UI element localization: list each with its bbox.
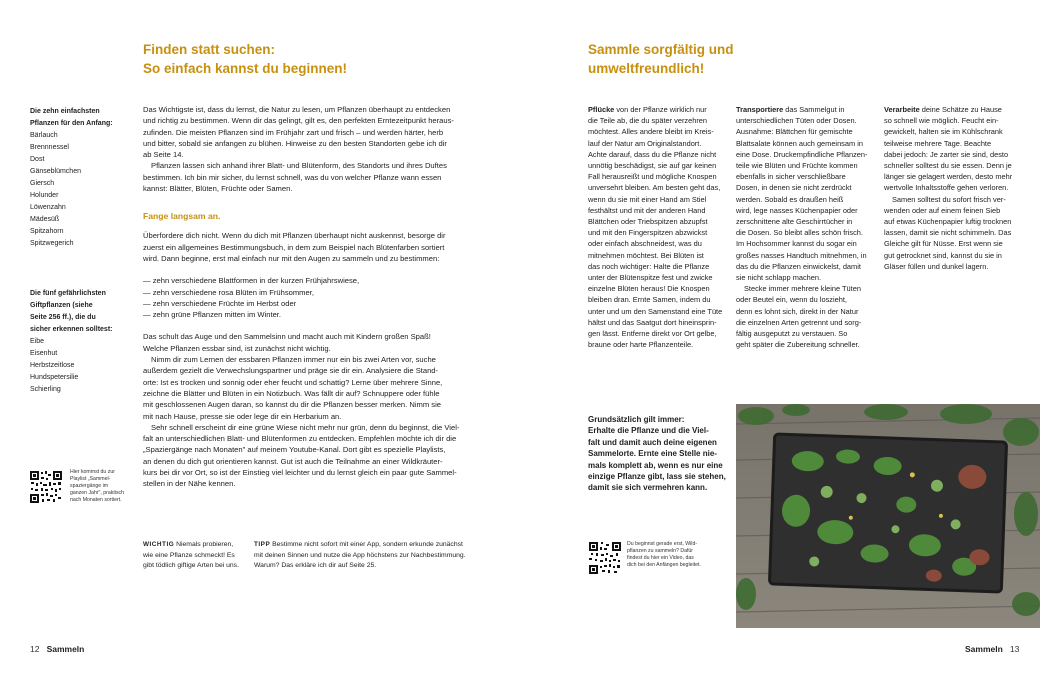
sidebar-easy-item: Brennnessel	[30, 144, 69, 151]
intro-line: ab Seite 14.	[143, 150, 184, 160]
sidebar-easy-item: Bärlauch	[30, 132, 58, 139]
sidebar-easy-title-line2: Pflanzen für den Anfang:	[30, 120, 113, 127]
para6-line: „Spaziergänge nach Monaten" auf meinem Youtube-Kanal. Dort gibt es spezielle Playlists,	[143, 445, 446, 455]
col1-line: mitnehmen möchtest. Bei Blüten ist	[588, 250, 704, 260]
col1-line: unter der Blütenspitze fest und zwicke	[588, 273, 713, 283]
callout-line: einzige Pflanze gibt, lass sie stehen,	[588, 472, 726, 482]
plant-tray-image	[736, 404, 1040, 628]
sidebar-easy-item: Gänseblümchen	[30, 168, 81, 175]
left-headline	[143, 40, 503, 78]
col2-line: großes nasses Handtuch mitnehmen, in	[736, 250, 867, 260]
col1-line: Fall herausreißt und mögliche Knospen	[588, 172, 717, 182]
col2-p2-line: Stecke immer mehrere kleine Tüten	[744, 284, 861, 294]
col2-line: Blattsalate können auch gemeinsam in	[736, 138, 863, 148]
sidebar-easy-item: Spitzwegerich	[30, 240, 74, 247]
col2-line: ebenfalls in sicher verschließbare	[736, 172, 846, 182]
col1-line: unversehrt bleiben. Am besten geht das,	[588, 183, 721, 193]
subhead-start-slowly: Fange langsam an.	[143, 211, 221, 222]
para5-line: zeichne die Blätter und Blüten in ein Notizbuch. Was fällt dir auf? Schnuppere oder fühle	[143, 388, 440, 398]
col3-line: so schnell wie möglich. Feucht ein-	[884, 116, 999, 126]
callout-line: mals komplett ab, wenn es nur eine	[588, 460, 723, 470]
col1-line: wenn du sie mit einer Hand am Stiel	[588, 194, 707, 204]
callout-line: Erhalte die Pflanze und die Viel-	[588, 426, 709, 436]
qr-caption-line: Playlist „Sammel-	[70, 476, 111, 482]
intro-line: und richtig zu bestimmen. Wenn dir das gelingt, gilt es, den perfekten Erntezeitpunkt heraus-	[143, 116, 454, 126]
sidebar-easy-plants	[30, 106, 135, 250]
left-headline-line1: Finden statt suchen:	[143, 42, 276, 57]
col1-line: oder einfach abschneidest, was du	[588, 239, 702, 249]
col1-line: Achte darauf, dass du die Pflanze nicht	[588, 149, 717, 159]
intro2-line: kannst: Blätter, Blüten, Früchte oder Samen.	[143, 184, 293, 194]
video-qr-code[interactable]	[588, 541, 622, 575]
para3-line: wird. Dann beginne, erst mal einfach nur mit den Augen zu sammeln und zu bestimmen:	[143, 253, 440, 263]
col3-line: deine Schätze zu Hause	[919, 105, 1002, 114]
col1-line: von der Pflanze wirklich nur	[614, 105, 707, 114]
col1-line: hältst und das Saatgut dort hineinsprin-	[588, 317, 717, 327]
qr-code-icon	[588, 541, 622, 575]
qr-caption-line: Hier kommst du zur	[70, 469, 115, 475]
right-footer	[965, 644, 1019, 654]
col1-line: Blättchen oder Triebspitzen abzupfst	[588, 217, 708, 227]
tipp-label: TIPP	[254, 541, 271, 548]
col2-line: teile wie Blüten und Früchte kommen	[736, 161, 858, 171]
para5-line: mit geschlossenen Augen daran, so kannst du dir die Pflanzen besser merken. Nimm sie	[143, 400, 441, 410]
sidebar-easy-item: Mädesüß	[30, 216, 60, 223]
col1-line: möchtest. Alles andere bleibt im Kreis-	[588, 127, 714, 137]
col3-line: länger sie gelagert werden, desto mehr	[884, 172, 1013, 182]
col3-p2-line: wenden oder auf einem feinen Sieb	[884, 205, 1001, 215]
wichtig-line: wie eine Pflanze schmeckt! Es	[143, 551, 235, 559]
page-number: 12	[30, 644, 40, 654]
lead-word-verarbeite: Verarbeite	[884, 105, 920, 114]
col2-line: Ausnahme: Blättchen für gemischte	[736, 127, 853, 137]
sidebar-easy-item: Giersch	[30, 180, 55, 187]
qr-caption-line: findest du hier ein Video, das	[627, 555, 694, 561]
para6-line: stellen in der Nähe kennen.	[143, 479, 236, 489]
left-headline-line2: So einfach kannst du beginnen!	[143, 61, 348, 76]
col3-p2-line: Gleiche gilt für Nüsse. Erst wenn sie	[884, 239, 1003, 249]
dash-list	[143, 275, 483, 320]
left-qr-caption	[70, 469, 132, 504]
sidebar-easy-item: Holunder	[30, 192, 59, 199]
col2-line: werden. Sobald es draußen heiß	[736, 194, 844, 204]
col2-line: die Dosen. So bleibt alles schön frisch.	[736, 228, 863, 238]
col3-p2-line: Samen solltest du sofort frisch ver-	[892, 194, 1006, 204]
info-box-tipp	[254, 540, 494, 572]
info-box-wichtig	[143, 540, 249, 572]
dash-list-item: — zehn grüne Pflanzen mitten im Winter.	[143, 310, 282, 320]
col3-line: gewickelt, halten sie im Kühlschrank	[884, 127, 1003, 137]
callout-line: Sammelorte. Ernte eine Stelle nie-	[588, 449, 717, 459]
qr-caption-line: ganzen Jahr", praktisch	[70, 490, 125, 496]
col2-line: sie nicht schlapp machen.	[736, 273, 822, 283]
col1-line: unnötig beschädigst, sie auf gar keinen	[588, 161, 717, 171]
tipp-line: Bestimme nicht sofort mit einer App, sondern erkunde zunächst	[272, 541, 463, 548]
right-page	[525, 0, 1050, 675]
para3-line: Überforderе dich nicht. Wenn du dich mit Pflanzen überhaupt nicht auskennst, besorge dir	[143, 231, 446, 241]
callout-line: damit sie sich vermehren kann.	[588, 483, 708, 493]
col2-line: wird, lege nasses Küchenpapier oder	[736, 205, 858, 215]
sidebar-easy-title-line1: Die zehn einfachsten	[30, 108, 100, 115]
col1-line: lauf der Natur am Originalstandort.	[588, 138, 702, 148]
tipp-line: Warum? Das erkläre ich dir auf Seite 25.	[254, 562, 377, 570]
dash-list-item: — zehn verschiedene rosa Blüten im Frühsommer,	[143, 287, 314, 297]
col3-line: dabei jedoch: Je zarter sie sind, desto	[884, 149, 1009, 159]
section-name: Sammeln	[46, 644, 85, 654]
right-qr-caption	[627, 541, 737, 569]
sidebar-poison-title-line: Seite 256 ff.), die du	[30, 314, 96, 321]
dash-list-item: — zehn verschiedene Früchte im Herbst oder	[143, 298, 297, 308]
callout-line: falt und damit auch deine eigenen	[588, 437, 717, 447]
right-headline	[588, 40, 888, 78]
col2-line: eine Dose. Druckempfindliche Pflanzen-	[736, 149, 868, 159]
column-verarbeite	[884, 104, 1029, 272]
column-pfluecke	[588, 104, 728, 350]
qr-caption-line: pflanzen zu sammeln? Dafür	[627, 548, 694, 554]
col2-line: Dosen, in denen sie nicht zerdrückt	[736, 183, 852, 193]
playlist-qr-code[interactable]	[29, 470, 63, 504]
qr-caption-line: Du beginnst gerade erst, Wild-	[627, 541, 698, 547]
sidebar-poison-item: Herbstzeitlose	[30, 362, 75, 369]
qr-code-icon	[29, 470, 63, 504]
col2-line: zerschnittene alte Geschirrtücher in	[736, 217, 853, 227]
sidebar-easy-item: Spitzahorn	[30, 228, 64, 235]
col1-line: festhältst und mit der anderen Hand	[588, 205, 706, 215]
lead-word-transportiere: Transportiere	[736, 105, 784, 114]
sidebar-poison-title-line: Giftpflanzen (siehe	[30, 302, 93, 309]
para5-line: mit nach Hause, presse sie oder lege dir ein Herbarium an.	[143, 411, 342, 421]
col1-line: das noch wichtiger: Halte die Pflanze	[588, 261, 710, 271]
sidebar-poison-item: Eibe	[30, 338, 45, 345]
col1-line: bleiben dran. Ernte Samen, indem du	[588, 295, 711, 305]
sidebar-easy-item: Löwenzahn	[30, 204, 66, 211]
wichtig-line: gibt tödlich giftige Arten bei uns.	[143, 562, 239, 570]
para5-line: Nimm dir zum Lernen der essbaren Pflanzen immer nur ein bis zwei Arten vor, suche	[151, 355, 436, 365]
para5-line: außerdem gezielt die Verwechslungspartner und präge sie dir ein. Analysiere die Stand-	[143, 366, 439, 376]
para4-line: Das schult das Auge und den Sammelsinn und macht auch mit Kindern großen Spaß!	[143, 332, 431, 342]
col3-p2-line: auf etwas Küchenpapier luftig trocknen	[884, 217, 1012, 227]
col2-line: das du die Pflanzen einwickelst, damit	[736, 261, 861, 271]
column-transportiere	[736, 104, 876, 350]
section-name: Sammeln	[965, 644, 1003, 654]
intro-line: Das Wichtigste ist, dass du lernst, die Natur zu lesen, um Pflanzen überhaupt zu entdecken	[143, 105, 451, 114]
col3-p2-line: lassen, damit sie nicht schimmeln. Das	[884, 228, 1012, 238]
foraging-tray-photo	[736, 404, 1040, 628]
col2-p2-line: geht später die Zubereitung schneller.	[736, 340, 860, 350]
qr-caption-line: dich bei den Anfängen begleitet.	[627, 562, 701, 568]
para5-line: orte: Ist es trocken und sonnig oder eher feucht und schattig? Lerne über mehrere Sinne,	[143, 377, 443, 387]
sidebar-poison-item: Schierling	[30, 386, 61, 393]
sidebar-poison-item: Eisenhut	[30, 350, 58, 357]
page-number: 13	[1009, 644, 1020, 654]
col2-p2-line: denn es lohnt sich, direkt in der Natur	[736, 306, 859, 316]
col1-line: gen lässt. Entferne direkt vor Ort gelbe,	[588, 329, 717, 339]
para3-line: zuerst ein allgemeines Bestimmungsbuch, in dem zum Beispiel nach Blütenfarben sortiert	[143, 242, 445, 252]
callout-title: Grundsätzlich gilt immer:	[588, 415, 685, 424]
col2-line: Im Hochsommer kannst du sogar ein	[736, 239, 857, 249]
sidebar-poison-title-line: sicher erkennen solltest:	[30, 326, 113, 333]
right-headline-line2: umweltfreundlich!	[588, 61, 705, 76]
col3-line: teilweise mehrere Tage. Beachte	[884, 138, 992, 148]
para6-line: an denen du dich gut orientieren kannst. Gut ist auch die Teilnahme an einer Wildkräuter-	[143, 456, 443, 466]
qr-caption-line: nach Monaten sortiert.	[70, 497, 122, 503]
qr-caption-line: spaziergänge im	[70, 483, 109, 489]
wichtig-line: Niemals probieren,	[176, 541, 234, 548]
lead-word-pfluecke: Pflücke	[588, 105, 615, 114]
intro2-line: bestimmen. Ich bin mir sicher, du lernst schnell, was du von welcher Pflanze wann essen	[143, 172, 442, 182]
para6-line: Sehr schnell erscheint dir eine grüne Wiese nicht mehr nur grün, denn du beginnst, die Viel-	[151, 422, 460, 432]
sidebar-poison-title-line: Die fünf gefährlichsten	[30, 290, 106, 297]
col2-p2-line: fältig ausgeputzt zu verstauen. So	[736, 329, 848, 339]
col2-p2-line: die einzelnen Arten getrennt und sorg-	[736, 317, 862, 327]
right-headline-line1: Sammle sorgfältig und	[588, 42, 734, 57]
sidebar-poison-plants	[30, 288, 135, 396]
callout-principle	[588, 414, 738, 494]
sidebar-poison-item: Hundspetersilie	[30, 374, 79, 381]
col2-p2-line: oder Beutel ein, wenn du loszieht,	[736, 295, 847, 305]
col1-line: braune oder harte Pflanzenteile.	[588, 340, 694, 350]
col3-line: schneller solltest du sie essen. Denn je	[884, 161, 1012, 171]
col1-line: die Teile ab, die du später verzehren	[588, 116, 708, 126]
col3-p2-line: gut getrocknet sind, kannst du sie in	[884, 250, 1002, 260]
tipp-line: mit deinen Sinnen und nutze die App höchstens zur Nachbestimmung.	[254, 551, 466, 559]
wichtig-label: WICHTIG	[143, 541, 175, 548]
intro-line: zufinden. Die meisten Pflanzen sind im Frühjahr zart und frisch – und werden härter, herb	[143, 127, 444, 137]
col1-line: und mit den Fingerspitzen abzwickst	[588, 228, 708, 238]
intro2-line: Pflanzen lassen sich anhand ihrer Blatt- und Blütenform, des Standorts und ihres Duftes	[151, 161, 447, 171]
col1-line: einzelne Blüten heraus! Die Knospen	[588, 284, 710, 294]
left-body	[143, 104, 483, 490]
col1-line: unter und um den Samenstand eine Tüte	[588, 306, 723, 316]
para6-line: falt an unterschiedlichen Blatt- und Blütenformen zu entdecken. Empfehlen möchte ich dir die	[143, 434, 457, 444]
intro-line: und bitter, sobald sie anfangen zu blühen. Hinweise zu den besten Standorten gebe ich dir	[143, 138, 447, 148]
col3-line: wertvolle Inhaltsstoffe gehen verloren.	[884, 183, 1009, 193]
col2-line: das Sammelgut in	[783, 105, 845, 114]
para6-line: kurs bei dir vor Ort, so ist der Einstieg viel leichter und du lernst gleich ein paar gute Sammel-	[143, 468, 457, 478]
left-footer	[30, 644, 84, 654]
sidebar-easy-item: Dost	[30, 156, 45, 163]
para4-line: Welche Pflanzen essbar sind, ist zunächst nicht wichtig.	[143, 343, 331, 353]
dash-list-item: — zehn verschiedene Blattformen in der kurzen Frühjahrswiese,	[143, 276, 360, 286]
col3-p2-line: Gläser füllen und dunkel lagern.	[884, 261, 989, 271]
col2-line: unterschiedlichen Tüten oder Dosen.	[736, 116, 857, 126]
